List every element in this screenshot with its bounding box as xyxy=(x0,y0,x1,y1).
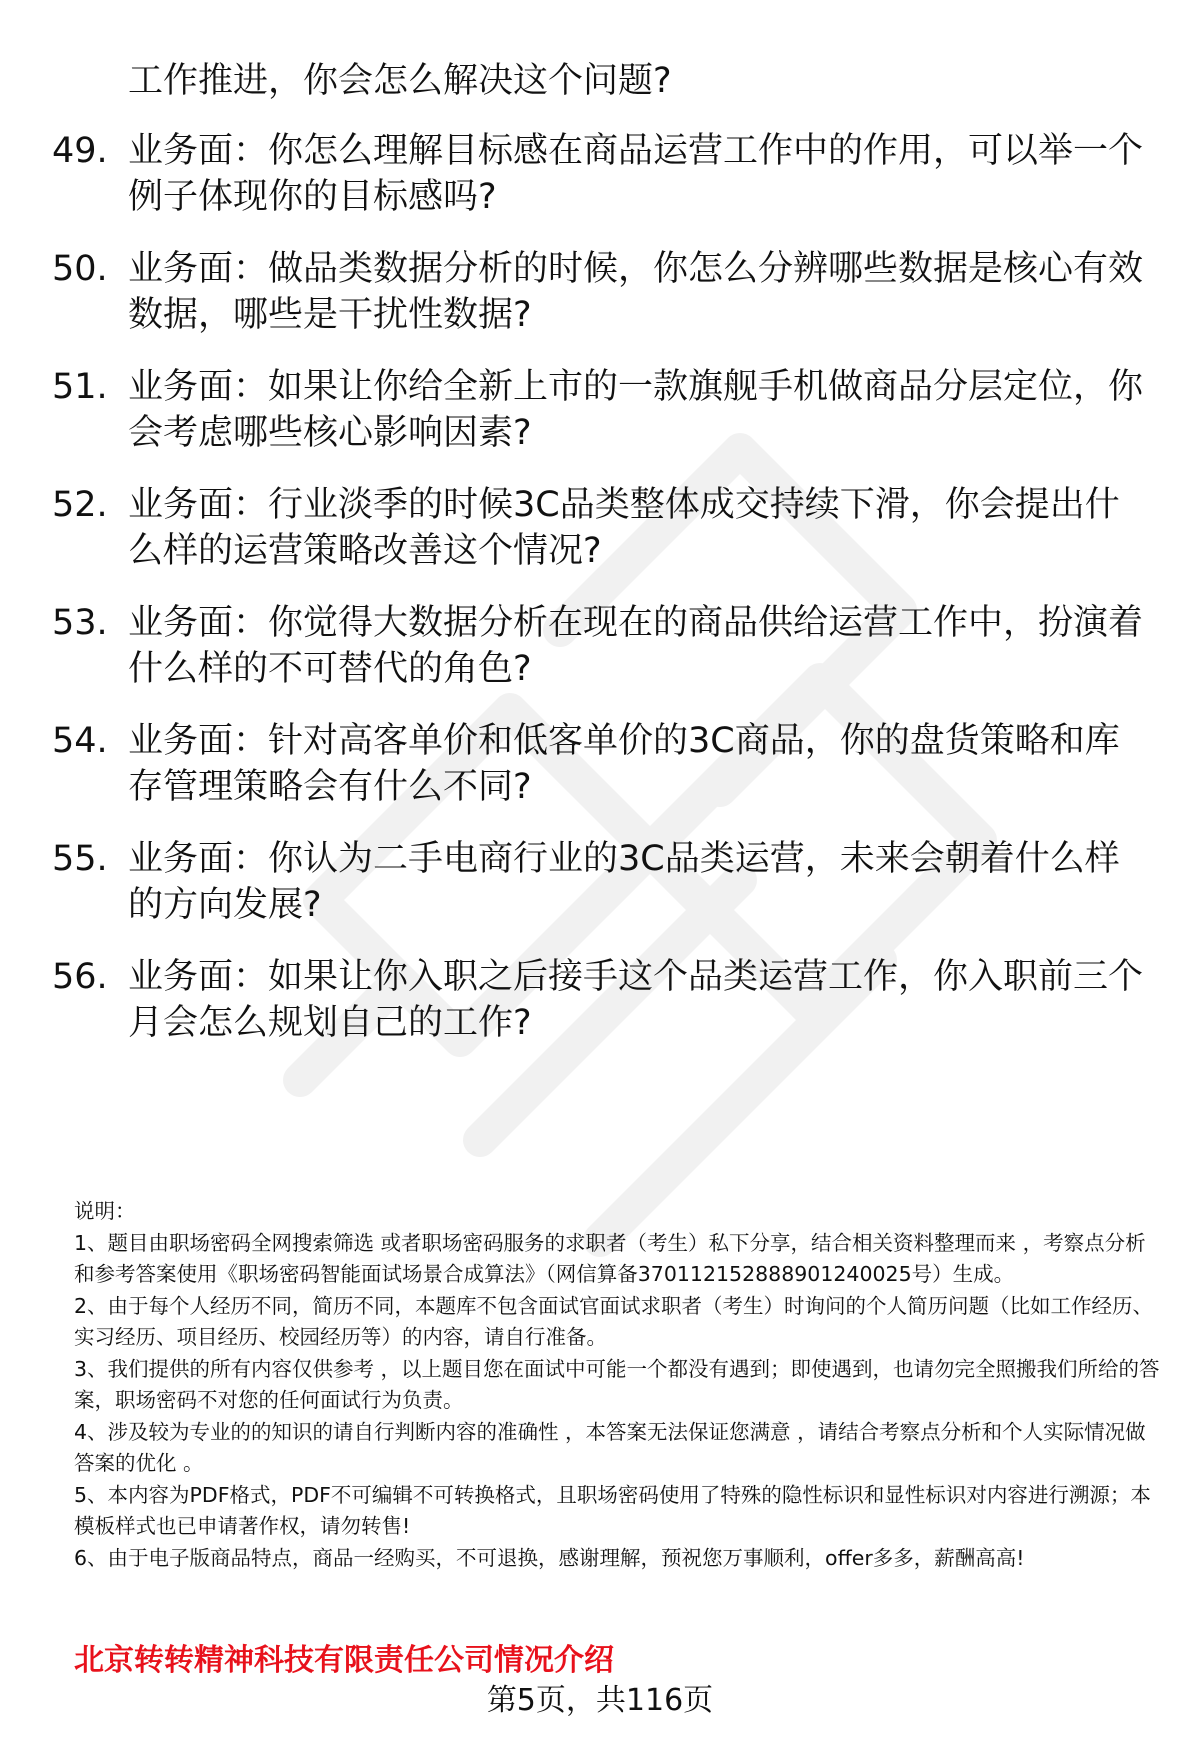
question-text: 业务面：行业淡季的时候3C品类整体成交持续下滑，你会提出什么样的运营策略改善这个情况? xyxy=(128,485,1120,571)
question-item xyxy=(52,836,1152,928)
question-item xyxy=(52,128,1152,220)
note-item: 3、我们提供的所有内容仅供参考 ，以上题目您在面试中可能一个都没有遇到；即使遇到，也请勿完全照搬我们所给的答案，职场密码不对您的任何面试行为负责。 xyxy=(74,1356,1160,1412)
note-item: 5、本内容为PDF格式，PDF不可编辑不可转换格式，且职场密码使用了特殊的隐性标识和显性标识对内容进行溯源；本模板样式也已申请著作权，请勿转售! xyxy=(74,1482,1151,1538)
note-item: 2、由于每个人经历不同，简历不同，本题库不包含面试官面试求职者（考生）时询问的个人简历问题（比如工作经历、实习经历、项目经历、校园经历等）的内容，请自行准备。 xyxy=(74,1293,1154,1349)
question-text: 业务面：针对高客单价和低客单价的3C商品，你的盘货策略和库存管理策略会有什么不同? xyxy=(128,721,1120,807)
question-number: 56. xyxy=(52,957,108,997)
question-item xyxy=(52,246,1152,338)
question-number: 50. xyxy=(52,249,108,289)
question-text: 业务面：你怎么理解目标感在商品运营工作中的作用，可以举一个例子体现你的目标感吗? xyxy=(128,131,1144,217)
question-number: 52. xyxy=(52,485,108,525)
question-number: 54. xyxy=(52,721,108,761)
question-item xyxy=(52,482,1152,574)
disclaimer-notes xyxy=(74,1196,1162,1574)
question-item xyxy=(52,364,1152,456)
question-text: 业务面：如果让你给全新上市的一款旗舰手机做商品分层定位，你会考虑哪些核心影响因素? xyxy=(128,367,1144,453)
company-heading: 北京转转精神科技有限责任公司情况介绍 xyxy=(74,1643,614,1678)
question-number: 51. xyxy=(52,367,108,407)
question-text: 业务面：如果让你入职之后接手这个品类运营工作，你入职前三个月会怎么规划自己的工作? xyxy=(128,957,1144,1043)
question-number: 49. xyxy=(52,131,108,171)
question-item xyxy=(52,954,1152,1046)
note-item: 4、涉及较为专业的的知识的请自行判断内容的准确性 ，本答案无法保证您满意 ，请结合考察点分析和个人实际情况做答案的优化 。 xyxy=(74,1419,1146,1475)
question-text: 业务面：你觉得大数据分析在现在的商品供给运营工作中，扮演着什么样的不可替代的角色? xyxy=(128,603,1144,689)
question-text: 业务面：你认为二手电商行业的3C品类运营，未来会朝着什么样的方向发展? xyxy=(128,839,1120,925)
question-item xyxy=(52,718,1152,810)
question-item xyxy=(52,600,1152,692)
question-number: 55. xyxy=(52,839,108,879)
question-continuation: 工作推进，你会怎么解决这个问题? xyxy=(128,61,672,101)
page-number: 第5页，共116页 xyxy=(486,1683,714,1718)
question-text: 业务面：做品类数据分析的时候，你怎么分辨哪些数据是核心有效数据，哪些是干扰性数据? xyxy=(128,249,1144,335)
question-number: 53. xyxy=(52,603,108,643)
note-item: 1、题目由职场密码全网搜索筛选 或者职场密码服务的求职者（考生）私下分享，结合相关资料整理而来 ，考察点分析和参考答案使用《职场密码智能面试场景合成算法》（网信算备370112152888901240025号）生成。 xyxy=(74,1230,1146,1286)
notes-title: 说明： xyxy=(74,1199,136,1223)
note-item: 6、由于电子版商品特点，商品一经购买，不可退换，感谢理解，预祝您万事顺利，offer多多，薪酬高高! xyxy=(74,1545,1025,1570)
